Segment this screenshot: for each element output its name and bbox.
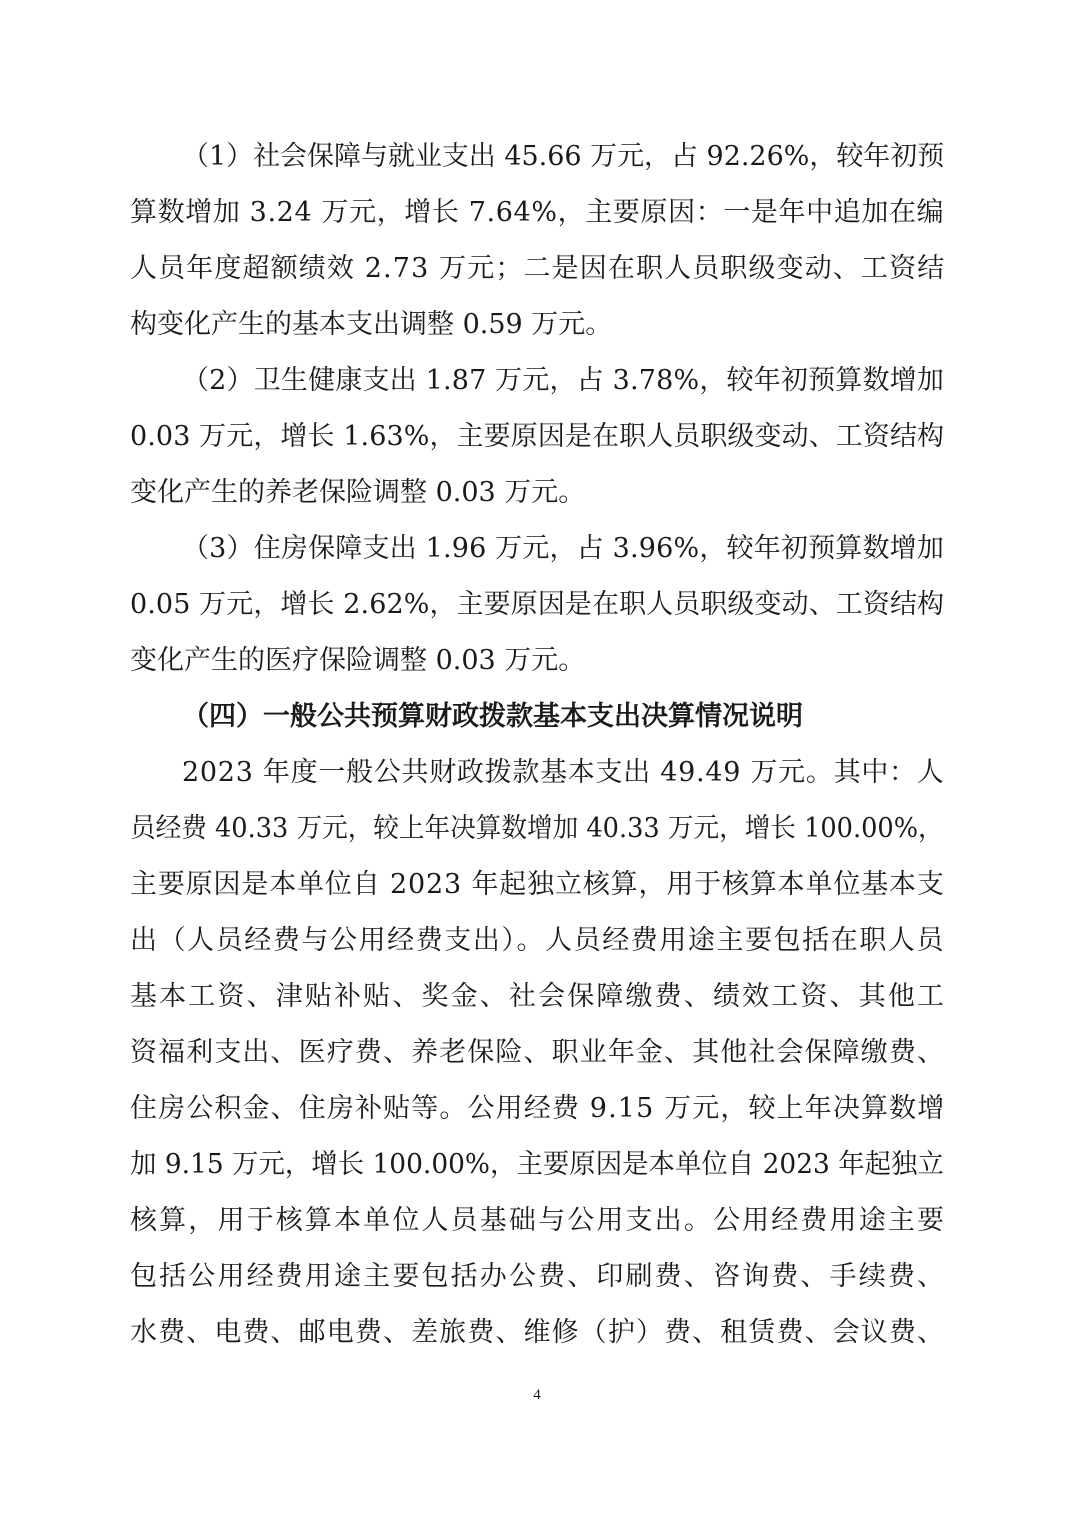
- paragraph-line: 包括公用经费用途主要包括办公费、印刷费、咨询费、手续费、: [130, 1261, 947, 1292]
- paragraph-line: 变化产生的医疗保险调整 0.03 万元。: [130, 645, 586, 676]
- paragraph-line: 构变化产生的基本支出调整 0.59 万元。: [130, 309, 613, 340]
- paragraph-line: 0.03 万元，增长 1.63%，主要原因是在职人员职级变动、工资结构: [130, 421, 945, 452]
- paragraph-line: 主要原因是本单位自 2023 年起独立核算，用于核算本单位基本支: [130, 869, 945, 900]
- paragraph-line: 出（人员经费与公用经费支出）。人员经费用途主要包括在职人员: [130, 925, 946, 956]
- page-number: 4: [533, 1387, 541, 1403]
- paragraph-line: 核算，用于核算本单位人员基础与公用支出。公用经费用途主要: [130, 1205, 947, 1236]
- paragraph-line: 住房公积金、住房补贴等。公用经费 9.15 万元，较上年决算数增: [130, 1093, 946, 1124]
- paragraph-line: （3）住房保障支出 1.96 万元，占 3.96%，较年初预算数增加: [182, 533, 944, 564]
- paragraph-line: 算数增加 3.24 万元，增长 7.64%，主要原因：一是年中追加在编: [130, 197, 945, 228]
- paragraph-line: （1）社会保障与就业支出 45.66 万元，占 92.26%，较年初预: [182, 141, 945, 172]
- paragraph-line: 基本工资、津贴补贴、奖金、社会保障缴费、绩效工资、其他工: [130, 981, 947, 1012]
- paragraph-line: 员经费 40.33 万元，较上年决算数增加 40.33 万元，增长 100.00%，: [130, 813, 944, 844]
- paragraph-line: 资福利支出、医疗费、养老保险、职业年金、其他社会保障缴费、: [130, 1037, 946, 1068]
- paragraph-line: 变化产生的养老保险调整 0.03 万元。: [130, 477, 586, 508]
- section-heading: （四）一般公共预算财政拨款基本支出决算情况说明: [182, 701, 803, 732]
- paragraph-line: 水费、电费、邮电费、差旅费、维修（护）费、租赁费、会议费、: [130, 1317, 946, 1348]
- paragraph-line: 0.05 万元，增长 2.62%，主要原因是在职人员职级变动、工资结构: [130, 589, 945, 620]
- paragraph-line: 2023 年度一般公共财政拨款基本支出 49.49 万元。其中：人: [182, 757, 945, 788]
- paragraph-line: （2）卫生健康支出 1.87 万元，占 3.78%，较年初预算数增加: [182, 365, 944, 396]
- paragraph-line: 人员年度超额绩效 2.73 万元；二是因在职人员职级变动、工资结: [130, 253, 946, 284]
- paragraph-line: 加 9.15 万元，增长 100.00%，主要原因是本单位自 2023 年起独立: [130, 1149, 944, 1180]
